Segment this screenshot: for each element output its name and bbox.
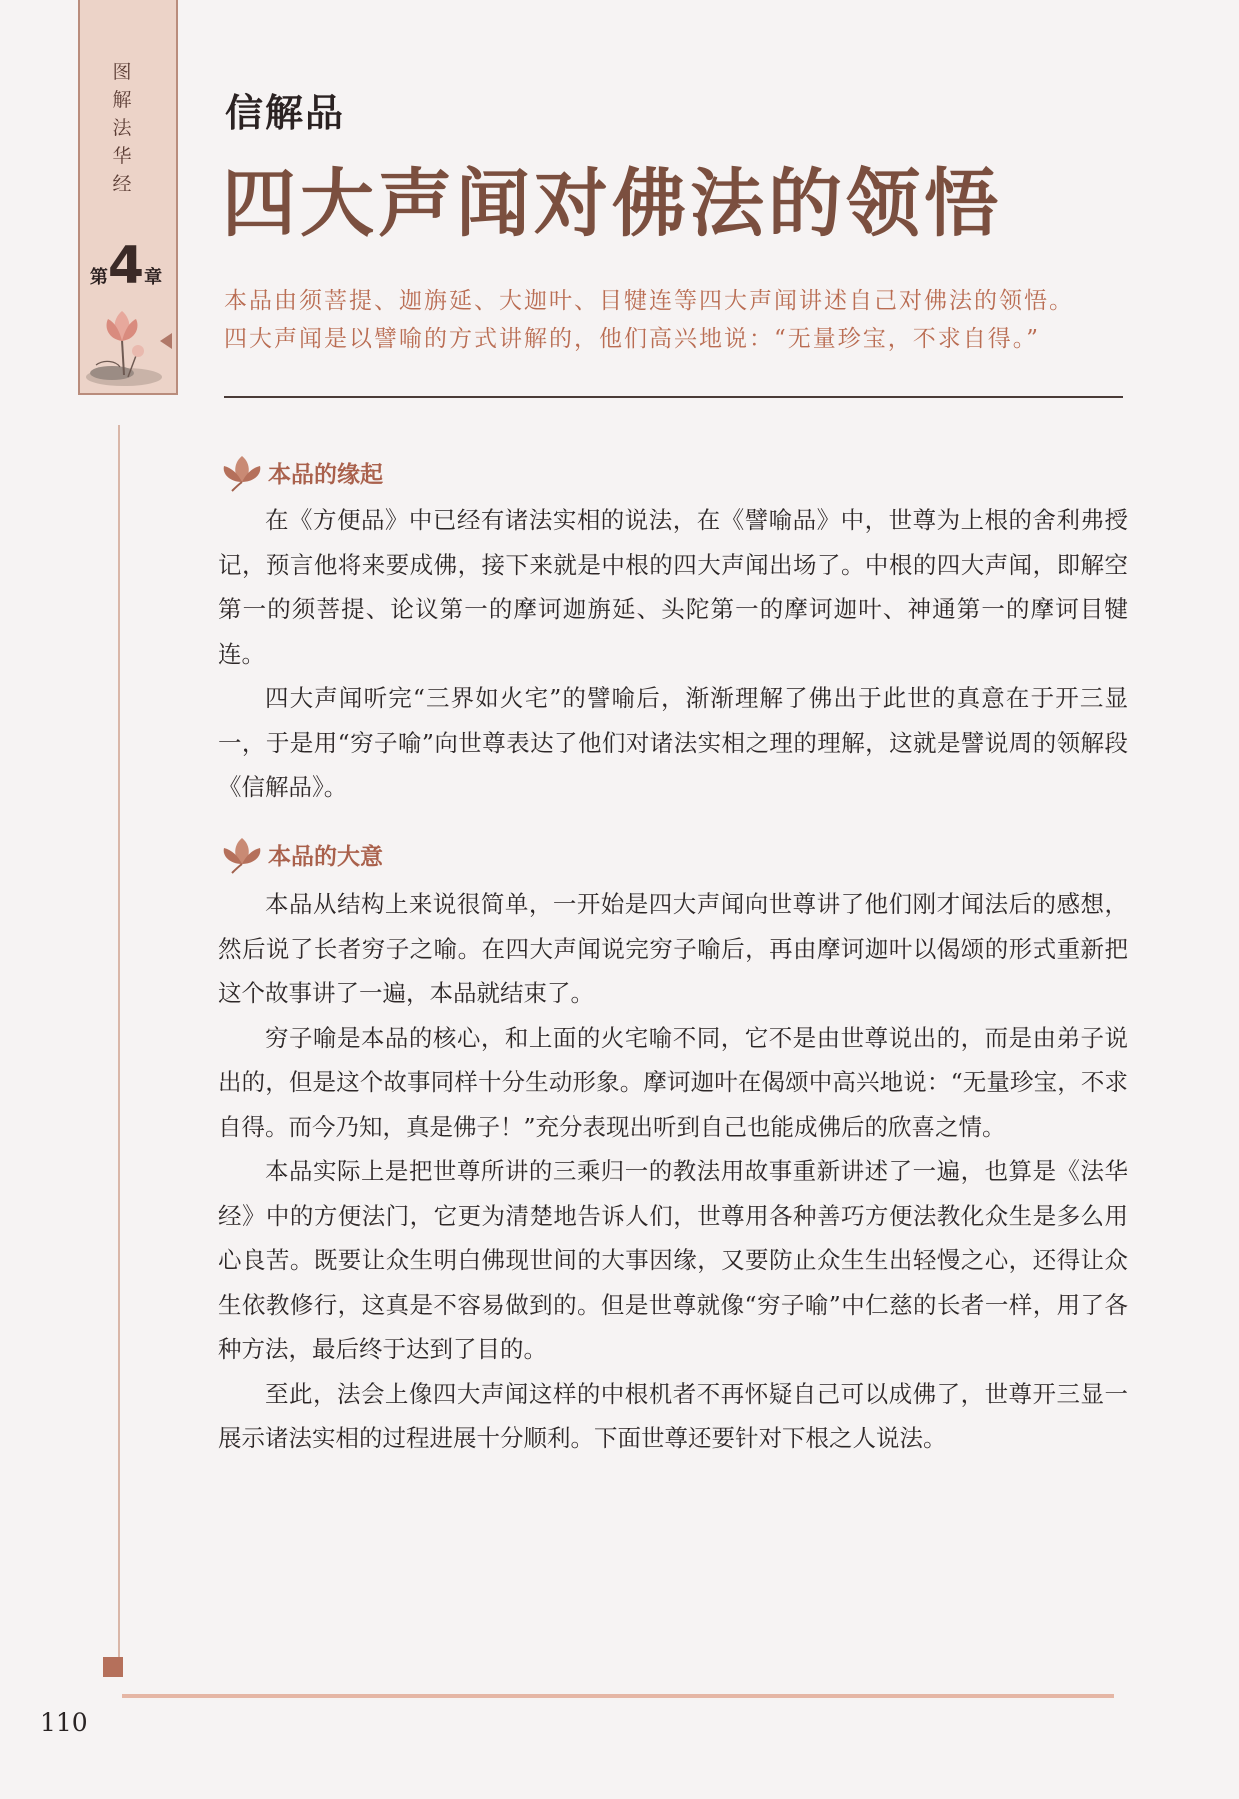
paragraph: 在《方便品》中已经有诸法实相的说法，在《譬喻品》中，世尊为上根的舍利弗授记，预言他将来要成佛，接下来就是中根的四大声闻出场了。中根的四大声闻，即解空第一的须菩提、论议第一的摩诃迦旃延、头陀第一的摩诃迦叶、神通第一的摩诃目犍连。 xyxy=(218,506,1128,668)
paragraph: 四大声闻听完“三界如火宅”的譬喻后，渐渐理解了佛出于此世的真意在于开三显一，于是用“穷子喻”向世尊表达了他们对诸法实相之理的理解，这就是譬说周的领解段《信解品》。 xyxy=(218,684,1128,801)
book-title-char: 华 xyxy=(112,145,132,167)
intro-line: 本品由须菩提、迦旃延、大迦叶、目犍连等四大声闻讲述自己对佛法的领悟。 xyxy=(224,288,1074,314)
lotus-bullet-icon xyxy=(220,834,264,874)
footer-rule xyxy=(122,1694,1114,1698)
intro-line: 四大声闻是以譬喻的方式讲解的，他们高兴地说：“无量珍宝，不求自得。” xyxy=(224,326,1041,352)
intro-summary xyxy=(224,282,1144,358)
header-divider xyxy=(224,396,1123,398)
page-title: 四大声闻对佛法的领悟 xyxy=(222,161,1002,247)
chapter-label xyxy=(80,236,172,300)
section-heading xyxy=(220,452,383,492)
book-title-char: 法 xyxy=(112,117,132,139)
paragraph: 至此，法会上像四大声闻这样的中根机者不再怀疑自己可以成佛了，世尊开三显一展示诸法实相的过程进展十分顺利。下面世尊还要针对下根之人说法。 xyxy=(218,1379,1128,1452)
chapter-prefix: 第 xyxy=(89,267,108,288)
book-title-char: 图 xyxy=(112,61,132,83)
lotus-bullet-icon xyxy=(220,452,264,492)
footer-square-icon xyxy=(103,1657,123,1677)
chapter-suffix: 章 xyxy=(144,267,163,288)
book-title-vertical xyxy=(104,58,140,198)
book-title-char: 经 xyxy=(112,173,132,195)
section-heading-label: 本品的大意 xyxy=(268,843,383,870)
book-title-char: 解 xyxy=(112,89,132,111)
section-body xyxy=(218,882,1128,1461)
chapter-number: 4 xyxy=(107,236,145,296)
side-border-line xyxy=(118,425,120,1660)
paragraph: 本品实际上是把世尊所讲的三乘归一的教法用故事重新讲述了一遍，也算是《法华经》中的方便法门，它更为清楚地告诉人们，世尊用各种善巧方便法教化众生是多么用心良苦。既要让众生明白佛现世间的大事因缘，又要防止众生生出轻慢之心，还得让众生依教修行，这真是不容易做到的。但是世尊就像“穷子喻”中仁慈的长者一样，用了各种方法，最后终于达到了目的。 xyxy=(218,1157,1128,1363)
section-heading xyxy=(220,834,383,874)
paragraph: 本品从结构上来说很简单，一开始是四大声闻向世尊讲了他们刚才闻法后的感想，然后说了长者穷子之喻。在四大声闻说完穷子喻后，再由摩诃迦叶以偈颂的形式重新把这个故事讲了一遍，本品就结束了。 xyxy=(218,890,1128,1007)
page-number: 110 xyxy=(40,1708,88,1737)
section-body xyxy=(218,498,1128,810)
section-heading-label: 本品的缘起 xyxy=(268,461,383,488)
paragraph: 穷子喻是本品的核心，和上面的火宅喻不同，它不是由世尊说出的，而是由弟子说出的，但是这个故事同样十分生动形象。摩诃迦叶在偈颂中高兴地说：“无量珍宝，不求自得。而今乃知，真是佛子！”充分表现出听到自己也能成佛后的欣喜之情。 xyxy=(218,1023,1128,1141)
lotus-illustration-icon xyxy=(82,305,166,390)
tab-marker-icon xyxy=(160,333,172,349)
chapter-kicker: 信解品 xyxy=(225,90,346,135)
